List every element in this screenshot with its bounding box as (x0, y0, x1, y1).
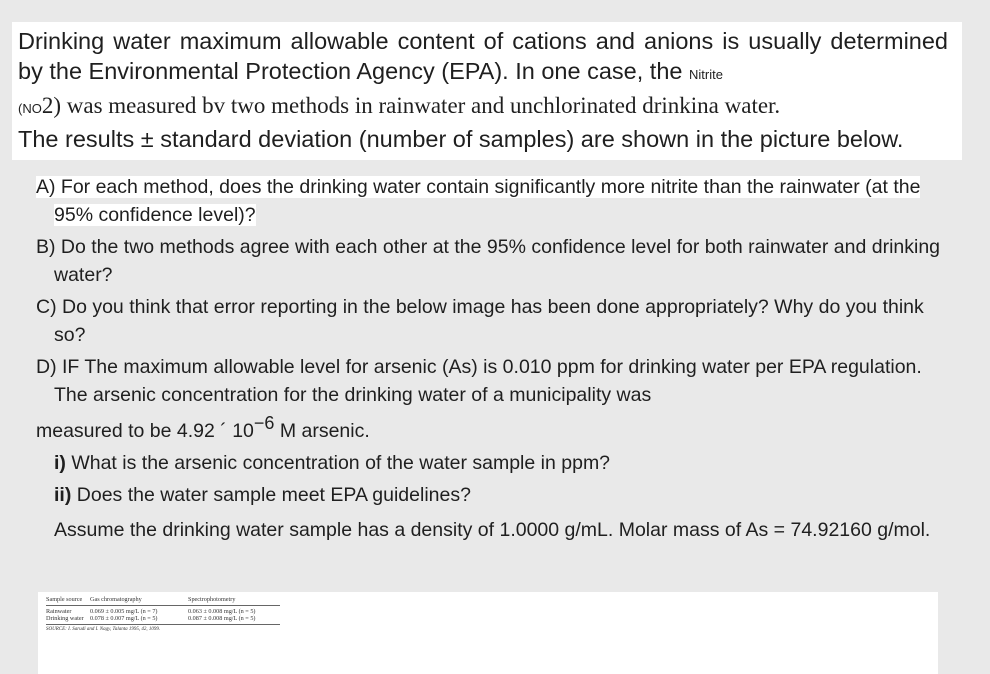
intro-text-3: The results ± standard deviation (number of samples) are shown in the picture below. (18, 126, 904, 152)
question-d-ii: ii) Does the water sample meet EPA guidelines? (54, 484, 471, 506)
intro-text-1: Drinking water maximum allowable content of cations and anions is usually determined by the Environmental Protection Agency (EPA). In one case, the (18, 28, 948, 84)
nitrite-results-table (46, 596, 298, 632)
question-c: C) Do you think that error reporting in the below image has been done appropriately? Why do you think so? (36, 296, 924, 346)
assumption-text: Assume the drinking water sample has a density of 1.0000 g/mL. Molar mass of As = 74.92160 g/mol. (54, 519, 931, 541)
question-a: A) For each method, does the drinking water contain significantly more nitrite than the rainwater (at the 95% confidence level)? (36, 176, 921, 226)
table-rule (46, 624, 280, 625)
question-d (36, 353, 956, 445)
intro-text-2: 2) was measured bv two methods in rainwater and unchlorinated drinkina water. (41, 93, 781, 118)
nitrite-label: Nitrite (689, 67, 723, 82)
question-d-intro: D) IF The maximum allowable level for arsenic (As) is 0.010 ppm for drinking water per EPA regulation. The arsenic concentration for the drinking water of a municipality was (36, 356, 922, 406)
question-b: B) Do the two methods agree with each other at the 95% confidence level for both rainwater and drinking water? (36, 236, 941, 286)
intro-paragraph (18, 26, 948, 154)
exponent: −6 (253, 413, 275, 433)
question-list (36, 173, 956, 545)
no-label: (NO (18, 101, 42, 116)
question-d-i: i) What is the arsenic concentration of the water sample in ppm? (54, 452, 611, 474)
table-header: Sample source Gas chromatography Spectrophotometry (46, 596, 236, 603)
table-source: SOURCE: I. Sarudi and I. Nagy, Talanta 1995, 42, 1099. (46, 627, 161, 632)
question-d-measured: measured to be 4.92 ´ 10−6 M arsenic. (36, 413, 370, 442)
data-table-image (38, 592, 938, 674)
table-row: Drinking water 0.078 ± 0.007 mg/L (n = 5) 0.087 ± 0.008 mg/L (n = 5) (46, 615, 256, 622)
table-row: Rainwater 0.069 ± 0.005 mg/L (n = 7) 0.063 ± 0.008 mg/L (n = 5) (46, 608, 256, 615)
table-rule (46, 605, 280, 606)
